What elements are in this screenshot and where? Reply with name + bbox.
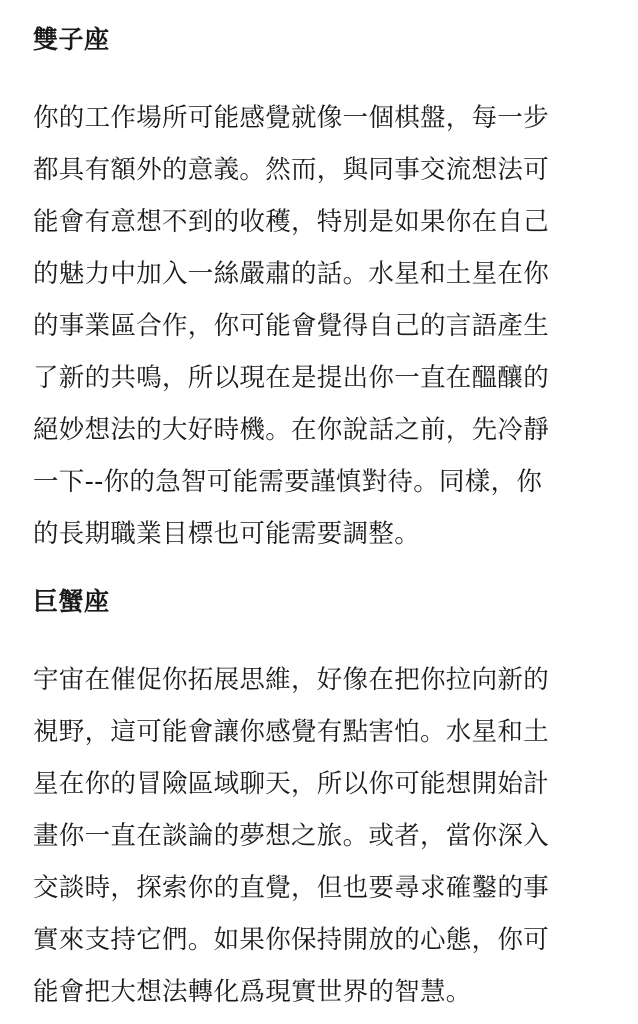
text-line: 了新的共鳴，所以現在是提出你一直在醞釀的 bbox=[33, 363, 550, 393]
section-body-cancer bbox=[33, 654, 549, 1018]
text-line: 能會把大想法轉化爲現實世界的智慧。 bbox=[33, 977, 472, 1007]
text-line: 畫你一直在談論的夢想之旅。或者，當你深入 bbox=[33, 821, 550, 851]
text-line: 視野，這可能會讓你感覺有點害怕。水星和土 bbox=[33, 717, 550, 747]
text-line: 的魅力中加入一絲嚴肅的話。水星和土星在你 bbox=[33, 259, 550, 289]
text-line: 你的工作場所可能感覺就像一個棋盤，每一步 bbox=[33, 103, 550, 133]
text-line: 都具有額外的意義。然而，與同事交流想法可 bbox=[33, 155, 550, 185]
text-line: 的事業區合作，你可能會覺得自己的言語產生 bbox=[33, 311, 550, 341]
text-line: 實來支持它們。如果你保持開放的心態，你可 bbox=[33, 925, 550, 955]
text-line: 絕妙想法的大好時機。在你說話之前，先冷靜 bbox=[33, 415, 550, 445]
text-line: 交談時，探索你的直覺，但也要尋求確鑿的事 bbox=[33, 873, 550, 903]
text-line: 星在你的冒險區域聊天，所以你可能想開始計 bbox=[33, 769, 550, 799]
text-line: 宇宙在催促你拓展思維，好像在把你拉向新的 bbox=[33, 665, 550, 695]
text-line: 的長期職業目標也可能需要調整。 bbox=[33, 519, 421, 549]
section-heading-gemini: 雙子座 bbox=[33, 25, 110, 54]
section-heading-cancer: 巨蟹座 bbox=[33, 587, 110, 616]
section-body-gemini bbox=[33, 92, 549, 560]
text-line: 能會有意想不到的收穫，特別是如果你在自己 bbox=[33, 207, 550, 237]
text-line: 一下--你的急智可能需要謹慎對待。同樣，你 bbox=[33, 467, 543, 497]
